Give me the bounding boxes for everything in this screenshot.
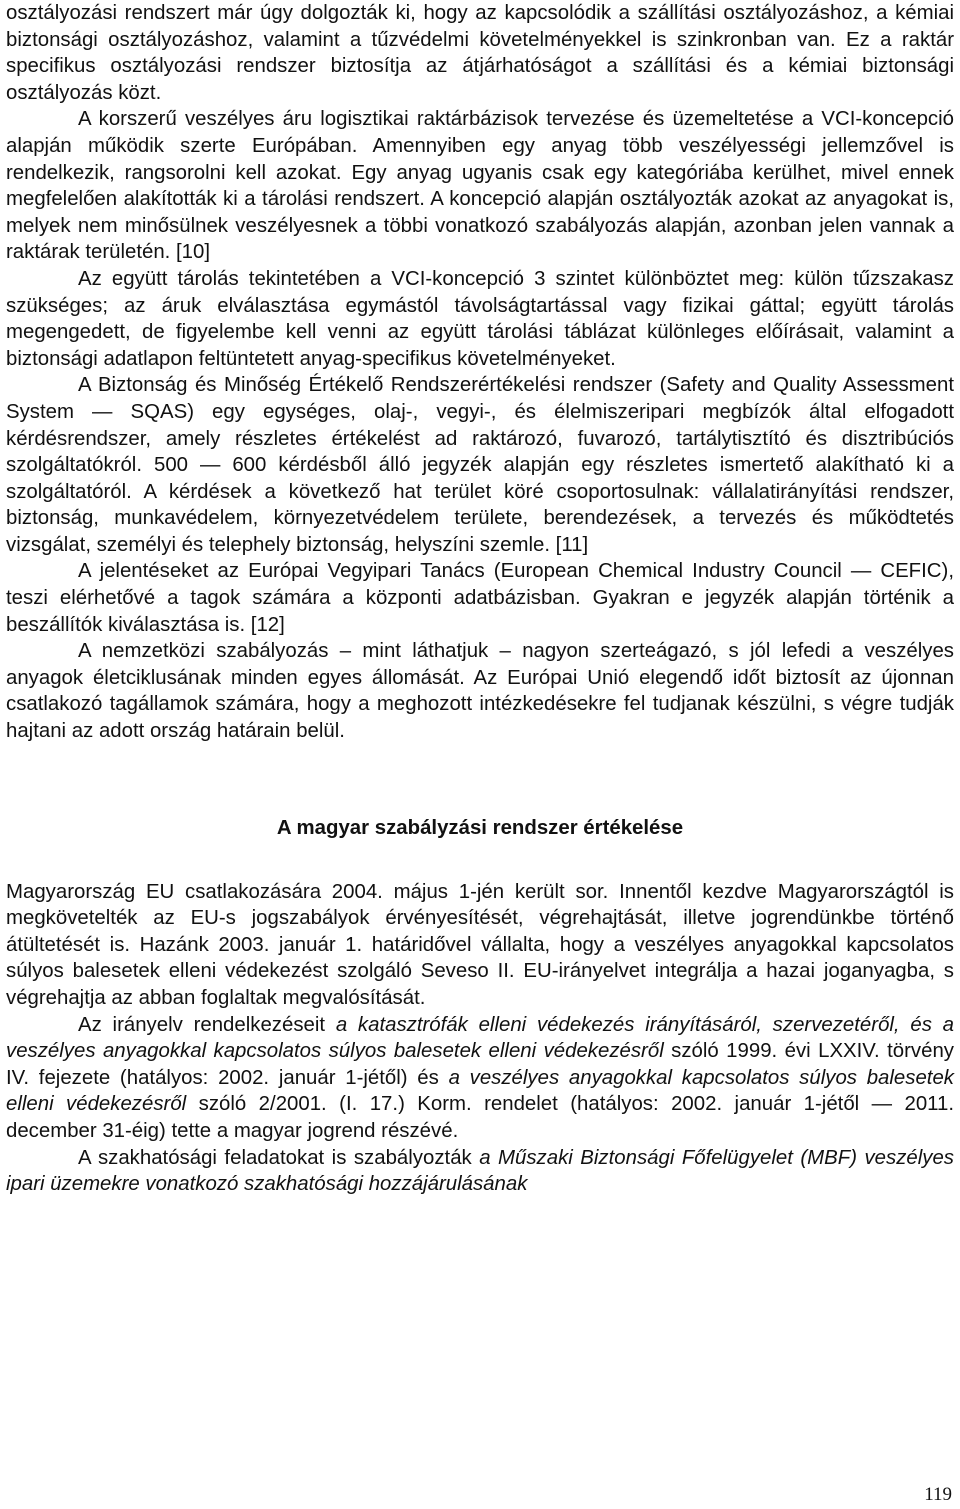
paragraph-8-text-1: Az irányelv rendelkezéseit [78, 1013, 336, 1036]
paragraph-9-text-1: A szakhatósági feladatokat is szabályozták [78, 1146, 480, 1169]
paragraph-9 [6, 1145, 954, 1198]
paragraph-6: A nemzetközi szabályozás – mint láthatjuk – nagyon szerteágazó, s jól lefedi a veszélyes anyagok életciklusának minden egyes állomását. Az Európai Unió elegendő időt biztosít az újonnan csatlakozó tagállamok számára, hogy a meghozott intézkedésekre fel tudjanak készülni, s végre tudják hajtani az adott ország határain belül. [6, 640, 954, 743]
section-heading: A magyar szabályzási rendszer értékelése [276, 816, 684, 839]
paragraph-8-italic-1: a katasztrófák elleni védekezés irányításáról, szervezetéről, és a veszélyes anyagokkal kapcsolatos súlyos balesetek elleni védekezésről [6, 1013, 954, 1063]
paragraph-8 [6, 1012, 954, 1145]
paragraph-7: Magyarország EU csatlakozására 2004. május 1-jén került sor. Innentől kezdve Magyarországtól is megkövetelték az EU-s jogszabályok érvényesítését, végrehajtását, illetve jogrendünkbe történő átültetését is. Hazánk 2003. január 1. határidővel vállalta, hogy a veszélyes anyagokkal kapcsolatos súlyos balesetek elleni védekezést szolgáló Seveso II. EU-irányelvet integrálja a hazai joganyagba, s végrehajtja az abban foglaltak megvalósítását. [6, 880, 954, 1009]
paragraph-4: A Biztonság és Minőség Értékelő Rendszerértékelési rendszer (Safety and Quality Assessment System — SQAS) egy egységes, olaj-, vegyi-, és élelmiszeripari megbízók által elfogadott kérdésrendszer, amely részletes értékelést ad raktározó, fuvarozó, tartálytisztító és disztribúciós szolgáltatókról. 500 — 600 kérdésből álló jegyzék alapján egy részletes ismertető alakítható ki a szolgáltatóról. A kérdések a következő hat terület köré csoportosulnak: vállalatirányítási rendszer, biztonság, munkavédelem, környezetvédelem területe, berendezések, a tervezés és működtetés vizsgálat, személyi és telephely biztonság, helyszíni szemle. [11] [6, 374, 954, 556]
paragraph-3: Az együtt tárolás tekintetében a VCI-koncepció 3 szintet különböztet meg: külön tűzszakasz szükséges; az áruk elválasztása egymástól távolságtartással vagy fizikai gáttal; együtt tárolás megengedett, de figyelembe kell venni az együtt tárolási táblázat különleges előírásait, valamint a biztonsági adatlapon feltüntetett anyag-specifikus követelményeket. [6, 267, 954, 370]
paragraph-8-italic-2: a veszélyes anyagokkal kapcsolatos súlyos balesetek elleni védekezésről [6, 1066, 954, 1116]
paragraph-8-text-2: szóló 1999. évi LXXIV. törvény IV. fejezete (hatályos: 2002. január 1-jétől) és [6, 1040, 954, 1089]
paragraph-2: A korszerű veszélyes áru logisztikai raktárbázisok tervezése és üzemeltetése a VCI-koncepció alapján működik szerte Európában. Amennyiben egy anyag több veszélyességi jellemzővel is rendelkezik, rangsorolni kell azokat. Egy anyag ugyanis csak egy kategóriába kerülhet, mivel ennek megfelelően alakították ki a tárolási rendszert. A koncepció alapján osztályozták azokat az anyagokat is, melyek nem minősülnek veszélyesnek a többi vonatkozó szabályozás alapján, azonban jelen vannak a raktárak területén. [10] [6, 108, 954, 264]
page-number: 119 [924, 1484, 952, 1505]
document-page [6, 0, 954, 1198]
paragraph-5: A jelentéseket az Európai Vegyipari Tanács (European Chemical Industry Council — CEFIC), teszi elérhetővé a tagok számára a központi adatbázisban. Gyakran e jegyzék alapján történik a beszállítók kiválasztása is. [12] [6, 560, 954, 636]
paragraph-1: osztályozási rendszert már úgy dolgozták ki, hogy az kapcsolódik a szállítási osztályozáshoz, a kémiai biztonsági osztályozáshoz, valamint a tűzvédelmi követelményekkel is szinkronban van. Ez a raktár specifikus osztályozási rendszer biztosítja az átjárhatóságot a szállítási és a kémiai biztonsági osztályozás közt. [6, 2, 954, 104]
paragraph-9-italic-1: a Műszaki Biztonsági Főfelügyelet (MBF) veszélyes ipari üzemekre vonatkozó szakhatósági hozzájárulásának [6, 1146, 955, 1196]
paragraph-8-text-3: szóló 2/2001. (I. 17.) Korm. rendelet (hatályos: 2002. január 1-jétől — 2011. december 31-éig) tette a magyar jogrend részévé. [6, 1093, 954, 1142]
